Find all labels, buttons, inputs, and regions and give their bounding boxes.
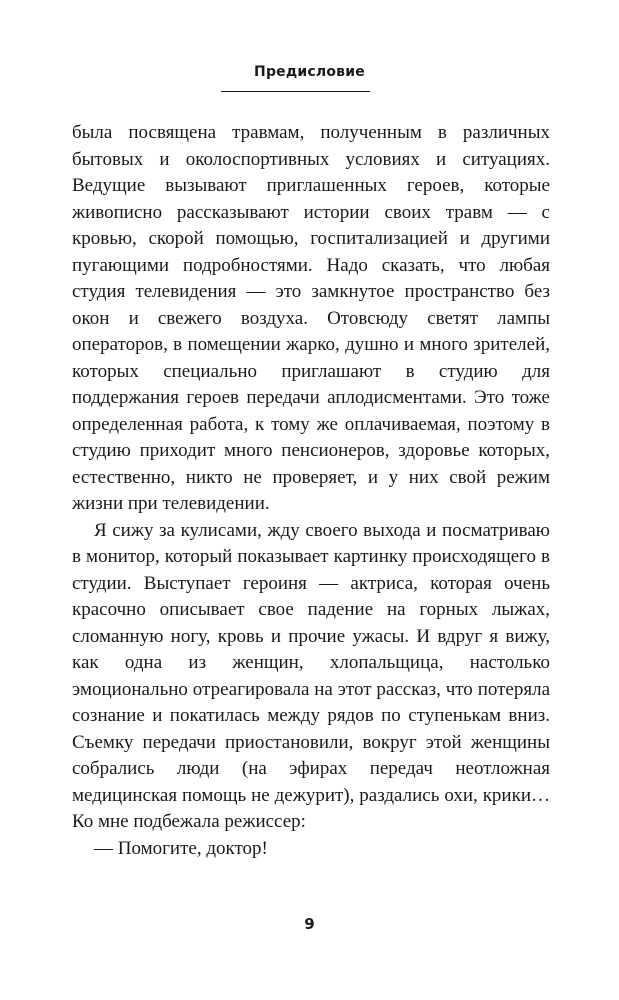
dialogue-line: — Помогите, доктор! (94, 837, 268, 859)
paragraph-continued: была посвящена травмам, полученным в различных бытовых и околоспортивных условиях и ситуациях. Ведущие вызывают приглашенных героев, которые живописно рассказывают истории своих травм — с кровью, скорой помощью, госпитализацией и другими пугающими подробностями. Надо сказать, что любая студия телевидения — это замкнутое пространство без окон и свежего воздуха. Отовсюду светят лампы операторов, в помещении жарко, душно и много зрителей, которых специально приглашают в студию для поддержания героев передачи аплодисментами. Это тоже определенная работа, к тому же оплачиваемая, поэтому в студию приходит много пенсионеров, здоровье которых, естественно, никто не проверяет, и у них свой режим жизни при телевидении. (72, 122, 550, 514)
paragraph: Я сижу за кулисами, жду своего выхода и посматриваю в монитор, который показывает картинку происходящего в студии. Выступает героиня — актриса, которая очень красочно описывает свое падение на горных лыжах, сломанную ногу, кровь и прочие ужасы. И вдруг я вижу, как одна из женщин, хлопальщица, настолько эмоционально отреагировала на этот рассказ, что потеряла сознание и покатилась между рядов по ступенькам вниз. Съемку передачи приостановили, вокруг этой женщины собрались люди (на эфирах передач неотложная медицинская помощь не дежурит), раздались охи, крики… Ко мне подбежала режиссер: (72, 519, 550, 832)
header-rule (221, 91, 370, 92)
body-text (72, 120, 550, 862)
running-head: Предисловие (254, 64, 365, 80)
page-number: 9 (304, 915, 315, 933)
